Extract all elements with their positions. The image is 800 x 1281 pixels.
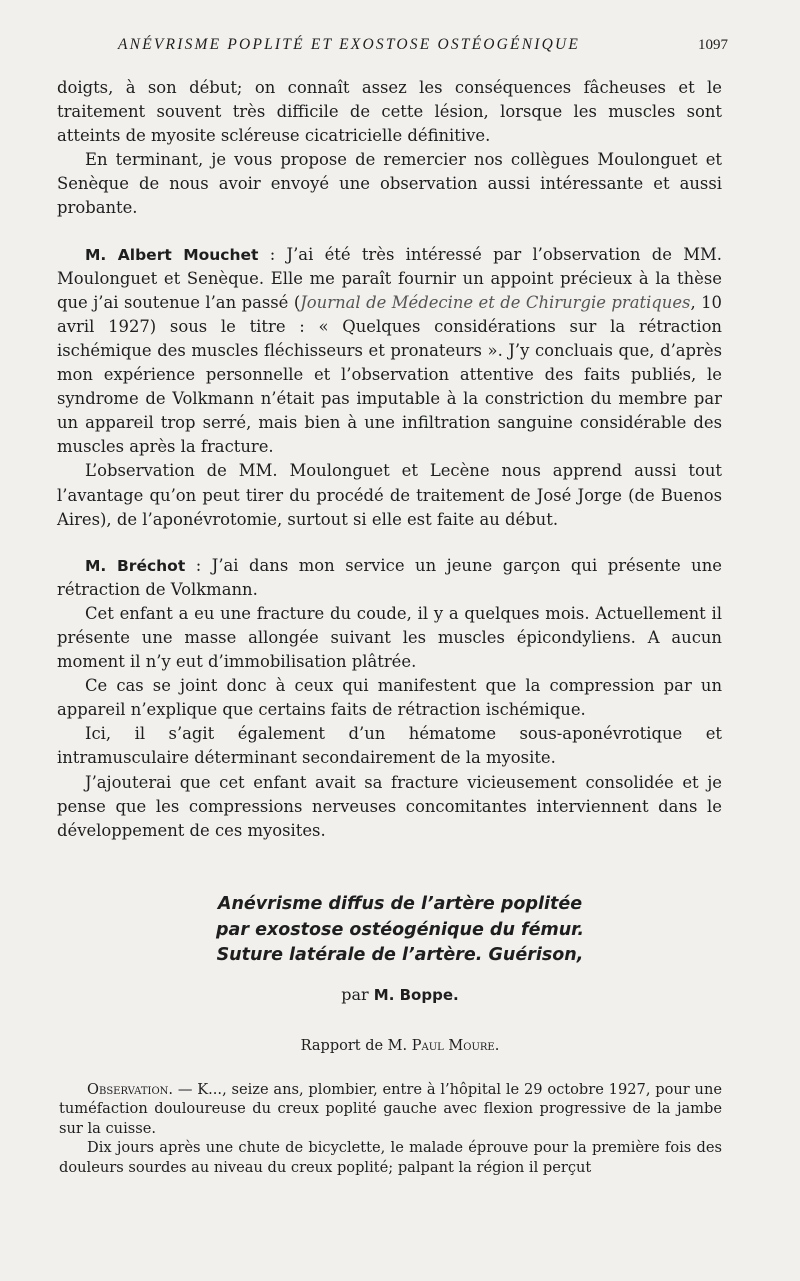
title-line: par exostose ostéogénique du fémur. xyxy=(216,919,584,940)
report-prefix: Rapport de M. xyxy=(300,1038,412,1054)
paragraph: En terminant, je vous propose de remercier nos collègues Moulonguet et Senèque de nous avoir envoyé une observation aussi intéressante et aussi probante. xyxy=(57,150,722,218)
page-number: 1097 xyxy=(698,37,728,53)
paragraph: Cet enfant a eu une fracture du coude, il y a quelques mois. Actuellement il présente une masse allongée suivant les muscles épicondyliens. A aucun moment il n’y eut d’immobilisation plâtrée. xyxy=(57,603,722,672)
observation-paragraph xyxy=(59,1080,722,1138)
body-text xyxy=(57,76,722,843)
running-head xyxy=(0,36,800,60)
speaker-name: M. Albert Mouchet xyxy=(85,245,259,264)
title-line: Anévrisme diffus de l’artère poplitée xyxy=(217,894,583,914)
paragraph: L’observation de MM. Moulonguet et Lecène nous apprend aussi tout l’avantage qu’on peut tirer du procédé de traitement de José Jorge (de Buenos Aires), de l’aponévrotomie, surtout si elle est faite au début. xyxy=(57,461,722,529)
report-author: Paul Moure. xyxy=(411,1038,500,1054)
byline-prefix: par xyxy=(341,985,374,1004)
title-line: Suture latérale de l’artère. Guérison, xyxy=(216,945,584,965)
speaker-name: M. Bréchot xyxy=(85,556,186,575)
paragraph: Ce cas se joint donc à ceux qui manifestent que la compression par un appareil n’explique que certains faits de rétraction ischémique. xyxy=(57,676,722,720)
observation-label: Observation. xyxy=(87,1081,174,1098)
paragraph: J’ajouterai que cet enfant avait sa fracture vicieusement consolidée et je pense que les compressions nerveuses concomitantes interviennent dans le développement de ces myosites. xyxy=(57,772,722,840)
author-name: M. Boppe. xyxy=(373,986,459,1004)
running-head-title: ANÉVRISME POPLITÉ ET EXOSTOSE OSTÉOGÉNIQUE xyxy=(118,36,581,53)
paragraph-brechot xyxy=(57,554,722,602)
journal-citation: Journal de Médecine et de Chirurgie pratiques xyxy=(300,292,691,312)
paragraph-mouchet xyxy=(57,243,722,460)
observation-text: — K..., seize ans, plombier, entre à l’hôpital le 29 octobre 1927, pour une tuméfaction douloureuse du creux poplité gauche avec flexion progressive de la jambe sur la cuisse. xyxy=(59,1081,722,1137)
article-title xyxy=(0,892,800,969)
paragraph: doigts, à son début; on connaît assez les conséquences fâcheuses et le traitement souvent très difficile de cette lésion, lorsque les muscles sont atteints de myosite scléreuse cicatricielle définitive. xyxy=(57,78,722,146)
paragraph-text: : J’ai dans mon service un jeune garçon qui présente une rétraction de Volkmann. xyxy=(57,555,722,599)
paragraph-text: : J’ai été très intéressé par l’observation de MM. Moulonguet et Senèque. Elle me paraît fournir un appoint précieux à la thèse que j’ai soutenue l’an passé ( xyxy=(57,244,722,312)
observation-section xyxy=(59,1080,722,1177)
paragraph: Ici, il s’agit également d’un hématome sous-aponévrotique et intramusculaire déterminant secondairement de la myosite. xyxy=(57,724,722,768)
paragraph-text: , 10 avril 1927) sous le titre : « Quelques considérations sur la rétraction ischémique des muscles fléchisseurs et pronateurs ». J’y concluais que, d’après mon expérience personnelle et l’observation attentive des faits publiés, le syndrome de Volkmann n’était pas imputable à la constriction du membre par un appareil trop serré, mais bien à une infiltration sanguine considérable des muscles après la fracture. xyxy=(57,292,722,457)
byline xyxy=(0,985,800,1004)
report-line xyxy=(0,1038,800,1054)
observation-paragraph: Dix jours après une chute de bicyclette, le malade éprouve pour la première fois des douleurs sourdes au niveau du creux poplité; palpant la région il perçut xyxy=(59,1139,722,1176)
